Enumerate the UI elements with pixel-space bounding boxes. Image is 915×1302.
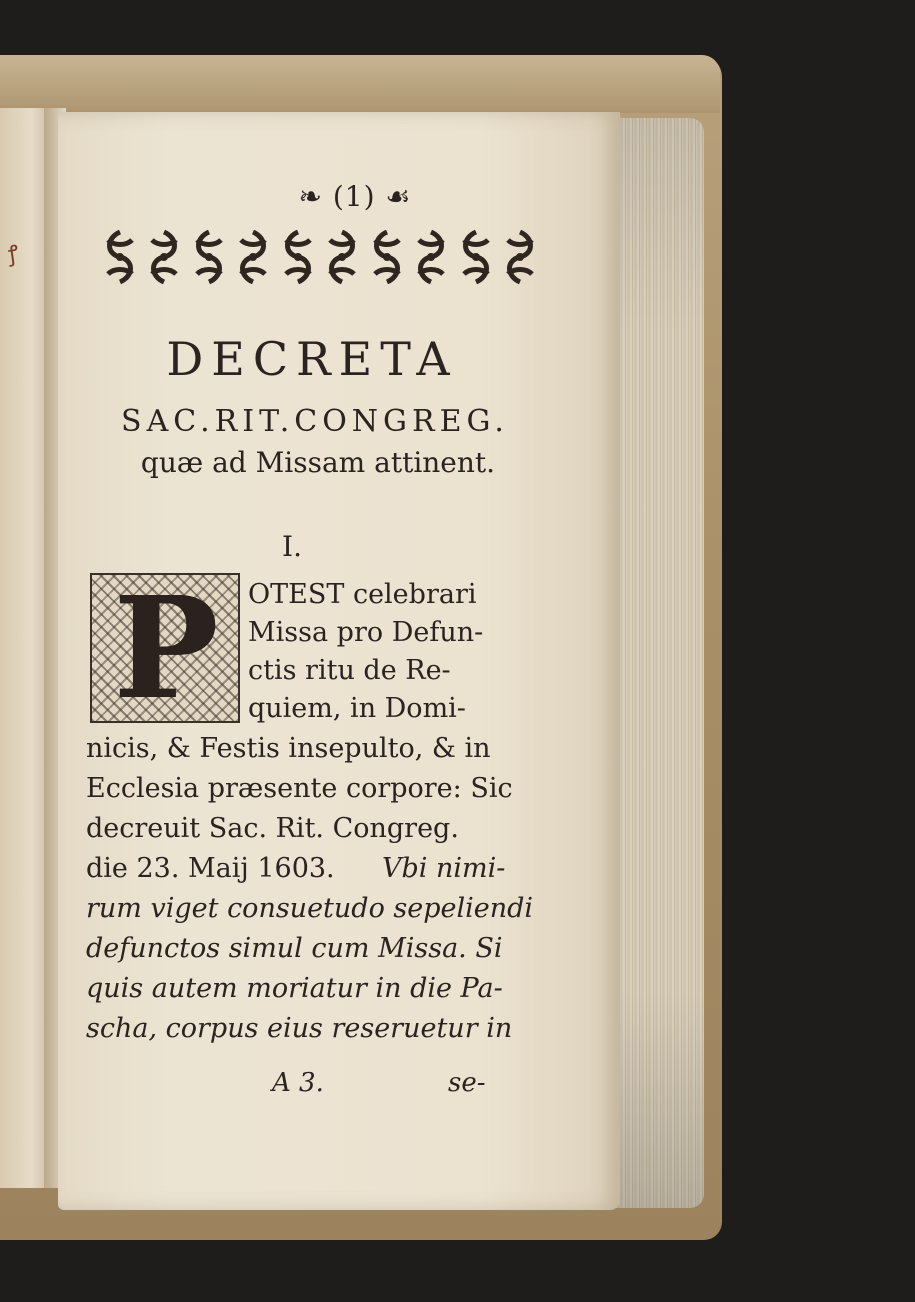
ornament-icon: [233, 228, 273, 286]
ornament-icon: [322, 228, 362, 286]
ornament-icon: [144, 228, 184, 286]
ornament-icon: [411, 228, 451, 286]
text-line-italic: scha, corpus eius reseruetur in: [86, 1013, 513, 1044]
page-title: DECRETA: [166, 332, 458, 386]
signature-mark: A 3.: [272, 1068, 324, 1098]
page-number: [230, 180, 480, 213]
ornament-icon: [189, 228, 229, 286]
page-number-text: (1): [332, 180, 376, 213]
page-fore-edge-shade: [612, 118, 704, 1208]
book-spine-top: [0, 55, 720, 113]
text-line: ctis ritu de Re-: [248, 655, 451, 686]
initial-letter: P: [113, 567, 219, 731]
ornament-icon: [367, 228, 407, 286]
text-line: decreuit Sac. Rit. Congreg.: [86, 813, 459, 844]
ornament-icon: [456, 228, 496, 286]
decorated-initial: [90, 567, 240, 731]
text-line: OTEST celebrari: [248, 579, 477, 610]
ornament-icon: [100, 228, 140, 286]
ornament-band: [100, 224, 540, 290]
text-line-italic: defunctos simul cum Missa. Si: [86, 933, 503, 964]
section-number: I.: [282, 530, 302, 563]
ornament-icon: [500, 228, 540, 286]
text-line: nicis, & Festis insepulto, & in: [86, 733, 491, 764]
text-line: Ecclesia præsente corpore: Sic: [86, 773, 513, 804]
text-line-italic: Vbi nimi-: [382, 853, 506, 884]
ornament-icon: [278, 228, 318, 286]
page-subtitle-line-2: quæ ad Missam attinent.: [140, 446, 496, 479]
text-line: die 23. Maij 1603.: [86, 853, 335, 884]
page-number-ornament-right: ☙: [375, 180, 412, 213]
text-line-italic: rum viget consuetudo sepeliendi: [86, 893, 534, 924]
page-subtitle: SAC.RIT.CONGREG.: [121, 404, 509, 439]
page-number-ornament-left: ❧: [298, 180, 333, 213]
catchword: se-: [448, 1068, 486, 1098]
text-line-italic: quis autem moriatur in die Pa-: [86, 973, 503, 1004]
left-page-marks: ꝭ: [6, 241, 21, 268]
text-line: quiem, in Domi-: [248, 693, 466, 724]
text-line: Missa pro Defun-: [248, 617, 484, 648]
